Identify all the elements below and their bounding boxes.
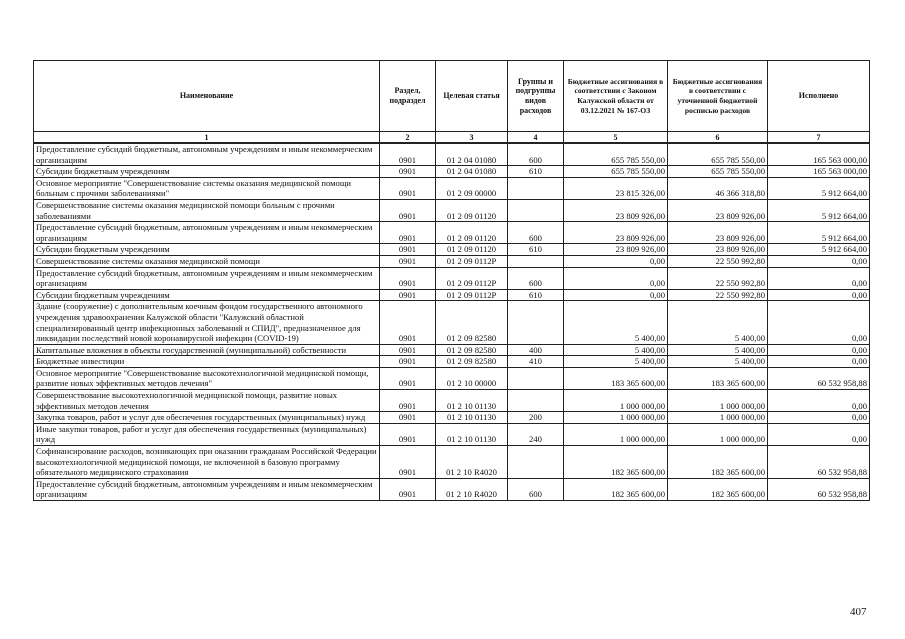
cell-law-amount: 23 809 926,00	[564, 222, 668, 244]
table-row	[34, 267, 870, 289]
cell-section: 0901	[380, 423, 436, 445]
cell-target: 01 2 09 01120	[436, 222, 508, 244]
cell-target: 01 2 10 01130	[436, 412, 508, 424]
cell-name: Субсидии бюджетным учреждениям	[34, 244, 380, 256]
cell-target: 01 2 09 82580	[436, 301, 508, 344]
cell-law-amount: 5 400,00	[564, 301, 668, 344]
cell-law-amount: 0,00	[564, 289, 668, 301]
cell-section: 0901	[380, 478, 436, 500]
cell-law-amount: 1 000 000,00	[564, 390, 668, 412]
col-header-group: Группы и подгруппы видов расходов	[508, 61, 564, 132]
cell-law-amount: 1 000 000,00	[564, 423, 668, 445]
cell-name: Софинансирование расходов, возникающих при оказании гражданам Российской Федерации высокотехнологичной медицинской помощи, не включенной в базовую программу обязательного медицинского страхования	[34, 446, 380, 479]
col-header-name: Наименование	[34, 61, 380, 132]
cell-refined-amount: 5 400,00	[668, 356, 768, 368]
cell-refined-amount: 23 809 926,00	[668, 199, 768, 221]
cell-section: 0901	[380, 356, 436, 368]
cell-name: Закупка товаров, работ и услуг для обеспечения государственных (муниципальных) нужд	[34, 412, 380, 424]
cell-executed-amount: 0,00	[768, 356, 870, 368]
cell-name: Основное мероприятие "Совершенствование высокотехнологичной медицинской помощи, развитие новых эффективных методов лечения"	[34, 367, 380, 389]
cell-target: 01 2 09 01120	[436, 199, 508, 221]
cell-section: 0901	[380, 244, 436, 256]
cell-target: 01 2 10 01130	[436, 390, 508, 412]
table-row	[34, 478, 870, 500]
cell-executed-amount: 165 563 000,00	[768, 166, 870, 178]
cell-group: 400	[508, 344, 564, 356]
cell-section: 0901	[380, 344, 436, 356]
cell-section: 0901	[380, 446, 436, 479]
cell-section: 0901	[380, 267, 436, 289]
col-header-section: Раздел, подраздел	[380, 61, 436, 132]
cell-name: Совершенствование системы оказания медицинской помощи больным с прочими заболеваниями	[34, 199, 380, 221]
cell-law-amount: 182 365 600,00	[564, 478, 668, 500]
cell-name: Бюджетные инвестиции	[34, 356, 380, 368]
cell-target: 01 2 09 01120	[436, 244, 508, 256]
table-row	[34, 143, 870, 166]
cell-target: 01 2 10 01130	[436, 423, 508, 445]
cell-refined-amount: 182 365 600,00	[668, 446, 768, 479]
cell-refined-amount: 183 365 600,00	[668, 367, 768, 389]
col-header-refined: Бюджетные ассигнования в соответствии с уточненной бюджетной росписью расходов	[668, 61, 768, 132]
cell-refined-amount: 46 366 318,80	[668, 177, 768, 199]
cell-group: 240	[508, 423, 564, 445]
cell-refined-amount: 22 550 992,80	[668, 255, 768, 267]
cell-section: 0901	[380, 199, 436, 221]
cell-law-amount: 655 785 550,00	[564, 143, 668, 166]
cell-group	[508, 367, 564, 389]
cell-group: 610	[508, 289, 564, 301]
cell-group	[508, 446, 564, 479]
cell-group: 600	[508, 143, 564, 166]
cell-section: 0901	[380, 143, 436, 166]
cell-group	[508, 177, 564, 199]
cell-name: Субсидии бюджетным учреждениям	[34, 166, 380, 178]
cell-refined-amount: 182 365 600,00	[668, 478, 768, 500]
column-number: 7	[768, 132, 870, 144]
col-header-executed: Исполнено	[768, 61, 870, 132]
cell-executed-amount: 0,00	[768, 289, 870, 301]
cell-executed-amount: 60 532 958,88	[768, 478, 870, 500]
cell-section: 0901	[380, 367, 436, 389]
table-row	[34, 199, 870, 221]
table-row	[34, 412, 870, 424]
cell-target: 01 2 09 0112Р	[436, 267, 508, 289]
cell-executed-amount: 0,00	[768, 255, 870, 267]
cell-name: Предоставление субсидий бюджетным, автономным учреждениям и иным некоммерческим организациям	[34, 222, 380, 244]
cell-group	[508, 255, 564, 267]
cell-refined-amount: 23 809 926,00	[668, 244, 768, 256]
cell-group	[508, 301, 564, 344]
table-row	[34, 356, 870, 368]
cell-target: 01 2 10 R4020	[436, 478, 508, 500]
cell-target: 01 2 10 00000	[436, 367, 508, 389]
cell-executed-amount: 5 912 664,00	[768, 222, 870, 244]
cell-law-amount: 655 785 550,00	[564, 166, 668, 178]
cell-executed-amount: 0,00	[768, 301, 870, 344]
cell-executed-amount: 0,00	[768, 423, 870, 445]
cell-name: Иные закупки товаров, работ и услуг для обеспечения государственных (муниципальных) нужд	[34, 423, 380, 445]
header-row	[34, 61, 870, 132]
cell-law-amount: 1 000 000,00	[564, 412, 668, 424]
cell-executed-amount: 0,00	[768, 344, 870, 356]
table-row	[34, 390, 870, 412]
cell-section: 0901	[380, 390, 436, 412]
cell-executed-amount: 5 912 664,00	[768, 199, 870, 221]
table-row	[34, 255, 870, 267]
cell-refined-amount: 655 785 550,00	[668, 143, 768, 166]
cell-executed-amount: 0,00	[768, 412, 870, 424]
cell-name: Основное мероприятие "Совершенствование системы оказания медицинской помощи больным с прочими заболеваниями"	[34, 177, 380, 199]
cell-executed-amount: 0,00	[768, 390, 870, 412]
table-row	[34, 367, 870, 389]
cell-executed-amount: 60 532 958,88	[768, 446, 870, 479]
cell-law-amount: 5 400,00	[564, 356, 668, 368]
column-number: 6	[668, 132, 768, 144]
cell-name: Капитальные вложения в объекты государственной (муниципальной) собственности	[34, 344, 380, 356]
cell-law-amount: 183 365 600,00	[564, 367, 668, 389]
cell-section: 0901	[380, 166, 436, 178]
cell-executed-amount: 0,00	[768, 267, 870, 289]
cell-refined-amount: 1 000 000,00	[668, 412, 768, 424]
cell-executed-amount: 60 532 958,88	[768, 367, 870, 389]
table-row	[34, 344, 870, 356]
cell-law-amount: 23 809 926,00	[564, 199, 668, 221]
cell-target: 01 2 09 00000	[436, 177, 508, 199]
cell-executed-amount: 165 563 000,00	[768, 143, 870, 166]
cell-section: 0901	[380, 177, 436, 199]
table-row	[34, 423, 870, 445]
cell-refined-amount: 5 400,00	[668, 344, 768, 356]
column-number: 2	[380, 132, 436, 144]
table-row	[34, 301, 870, 344]
cell-target: 01 2 04 01080	[436, 166, 508, 178]
cell-law-amount: 182 365 600,00	[564, 446, 668, 479]
cell-law-amount: 23 809 926,00	[564, 244, 668, 256]
cell-section: 0901	[380, 412, 436, 424]
cell-law-amount: 5 400,00	[564, 344, 668, 356]
cell-executed-amount: 5 912 664,00	[768, 177, 870, 199]
cell-name: Субсидии бюджетным учреждениям	[34, 289, 380, 301]
cell-group	[508, 199, 564, 221]
cell-name: Здание (сооружение) с дополнительным коечным фондом государственного автономного учреждения здравоохранения Калужской области "Калужский областной специализированный центр инфекционных заболеваний и СПИД", предназначенное для ликвидации последствий новой коронавирусной инфекции (COVID-19)	[34, 301, 380, 344]
cell-section: 0901	[380, 301, 436, 344]
cell-name: Предоставление субсидий бюджетным, автономным учреждениям и иным некоммерческим организациям	[34, 478, 380, 500]
cell-group: 410	[508, 356, 564, 368]
cell-executed-amount: 5 912 664,00	[768, 244, 870, 256]
cell-refined-amount: 22 550 992,80	[668, 289, 768, 301]
cell-group: 610	[508, 244, 564, 256]
cell-name: Совершенствование системы оказания медицинской помощи	[34, 255, 380, 267]
column-number: 5	[564, 132, 668, 144]
cell-law-amount: 0,00	[564, 255, 668, 267]
cell-refined-amount: 1 000 000,00	[668, 390, 768, 412]
cell-name: Предоставление субсидий бюджетным, автономным учреждениям и иным некоммерческим организациям	[34, 143, 380, 166]
column-number: 4	[508, 132, 564, 144]
cell-target: 01 2 10 R4020	[436, 446, 508, 479]
cell-target: 01 2 09 0112Р	[436, 255, 508, 267]
table-row	[34, 166, 870, 178]
cell-target: 01 2 09 82580	[436, 356, 508, 368]
cell-target: 01 2 04 01080	[436, 143, 508, 166]
cell-section: 0901	[380, 289, 436, 301]
budget-page	[33, 60, 869, 501]
column-number: 3	[436, 132, 508, 144]
cell-refined-amount: 22 550 992,80	[668, 267, 768, 289]
column-number-row	[34, 132, 870, 144]
cell-section: 0901	[380, 255, 436, 267]
cell-section: 0901	[380, 222, 436, 244]
cell-target: 01 2 09 0112Р	[436, 289, 508, 301]
cell-group: 600	[508, 478, 564, 500]
table-row	[34, 244, 870, 256]
page-number: 407	[850, 606, 867, 618]
col-header-law: Бюджетные ассигнования в соответствии с Законом Калужской области от 03.12.2021 № 167-ОЗ	[564, 61, 668, 132]
cell-refined-amount: 655 785 550,00	[668, 166, 768, 178]
column-number: 1	[34, 132, 380, 144]
col-header-target: Целевая статья	[436, 61, 508, 132]
cell-name: Совершенствование высокотехнологичной медицинской помощи, развитие новых эффективных методов лечения	[34, 390, 380, 412]
table-row	[34, 177, 870, 199]
cell-refined-amount: 1 000 000,00	[668, 423, 768, 445]
cell-group: 200	[508, 412, 564, 424]
cell-group: 600	[508, 222, 564, 244]
table-row	[34, 222, 870, 244]
cell-group: 610	[508, 166, 564, 178]
cell-law-amount: 23 815 326,00	[564, 177, 668, 199]
cell-refined-amount: 23 809 926,00	[668, 222, 768, 244]
cell-refined-amount: 5 400,00	[668, 301, 768, 344]
cell-target: 01 2 09 82580	[436, 344, 508, 356]
table-row	[34, 289, 870, 301]
table-row	[34, 446, 870, 479]
cell-law-amount: 0,00	[564, 267, 668, 289]
cell-name: Предоставление субсидий бюджетным, автономным учреждениям и иным некоммерческим организациям	[34, 267, 380, 289]
cell-group: 600	[508, 267, 564, 289]
budget-table	[33, 60, 870, 501]
cell-group	[508, 390, 564, 412]
